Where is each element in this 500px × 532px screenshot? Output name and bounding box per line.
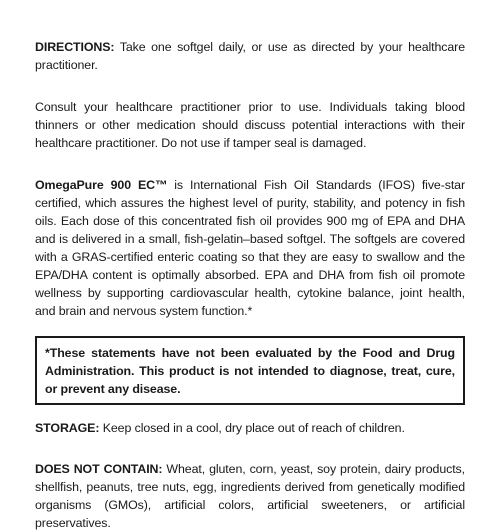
fda-disclaimer-text: *These statements have not been evaluated by the Food and Drug Administration. This product is not intended to diagnose, treat, cure, or prevent any disease. — [45, 346, 455, 396]
does-not-contain-label: DOES NOT CONTAIN: — [35, 462, 163, 476]
storage-label: STORAGE: — [35, 421, 100, 435]
directions-paragraph — [35, 38, 465, 74]
product-description-text: is International Fish Oil Standards (IFOS) five-star certified, which assures the highest level of purity, stability, and potency in fish oils. Each dose of this concentrated fish oil provides 900 mg of EPA and DHA and is delivered in a small, fish-gelatin–based softgel. The softgels are covered with a GRAS-certified enteric coating so that they are easy to swallow and the EPA/DHA content is optimally absorbed. EPA and DHA from fish oil promote wellness by supporting cardiovascular health, cytokine balance, joint health, and brain and nervous system function.* — [35, 178, 465, 318]
consult-paragraph: Consult your healthcare practitioner prior to use. Individuals taking blood thinners or other medication should discuss potential interactions with their healthcare practitioner. Do not use if tamper seal is damaged. — [35, 100, 465, 150]
fda-disclaimer-box — [35, 336, 465, 405]
storage-paragraph — [35, 419, 465, 437]
product-brand-name: OmegaPure 900 EC™ — [35, 178, 168, 192]
does-not-contain-text: Wheat, gluten, corn, yeast, soy protein, dairy products, shellfish, peanuts, tree nuts, egg, ingredients derived from genetically modified organisms (GMOs), artificial colors, artificial sweeteners, or artificial preservatives. — [35, 462, 465, 530]
does-not-contain-paragraph — [35, 460, 465, 532]
storage-text: Keep closed in a cool, dry place out of reach of children. — [99, 421, 405, 435]
product-description-paragraph — [35, 176, 465, 320]
directions-text: Take one softgel daily, or use as directed by your healthcare practitioner. — [35, 40, 465, 72]
directions-label: DIRECTIONS: — [35, 40, 115, 54]
label-text-panel — [35, 38, 465, 532]
